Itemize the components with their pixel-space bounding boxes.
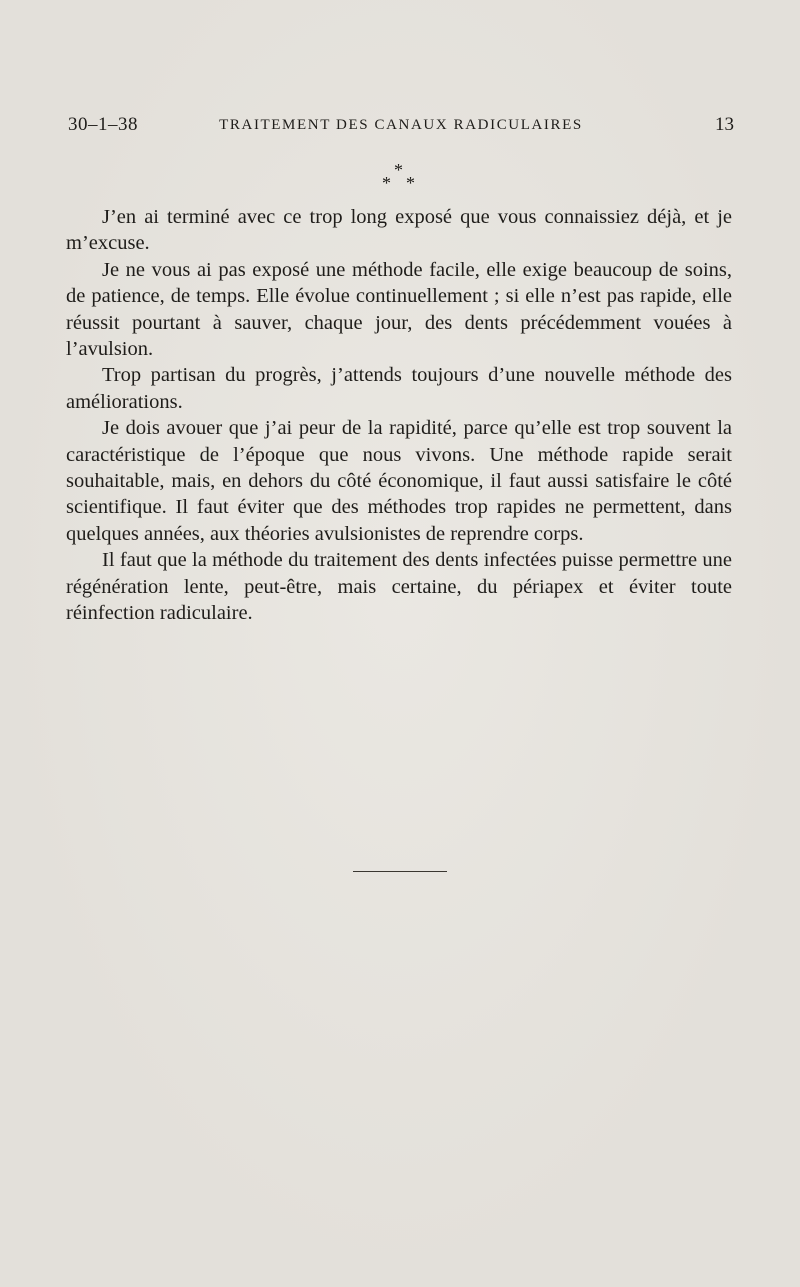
asterism-star: * [394,160,403,180]
header-date: 30–1–38 [68,114,138,135]
paragraph: Je ne vous ai pas exposé une méthode facile, elle exige beaucoup de soins, de patience, de temps. Elle évolue continuellement ; si elle n’est pas rapide, elle réussit pourtant à sauver, chaque jour, des dents précédemment vouées à l’avulsion. [66,258,732,361]
asterism-star: * [406,173,415,193]
header-title: TRAITEMENT DES CANAUX RADICULAIRES [219,117,583,133]
page-number: 13 [715,114,734,135]
paragraph: J’en ai terminé avec ce trop long exposé que vous connaissiez déjà, et je m’excuse. [66,206,732,255]
running-header [68,114,734,140]
paragraph: Il faut que la méthode du traitement des dents infectées puisse permettre une régénération lente, peut-être, mais certaine, du périapex et éviter toute réinfection radiculaire. [66,549,732,625]
body-text [66,204,732,627]
asterism-star: * [382,173,391,193]
paragraph: Trop partisan du progrès, j’attends toujours d’une nouvelle méthode des améliorations. [66,364,732,413]
section-asterism [370,160,430,200]
paragraph: Je dois avouer que j’ai peur de la rapidité, parce qu’elle est trop souvent la caractéristique de l’époque que nous vivons. Une méthode rapide serait souhaitable, mais, en dehors du côté économique, il faut aussi satisfaire le côté scientifique. Il faut éviter que des méthodes trop rapides ne permettent, dans quelques années, aux théories avulsionistes de reprendre corps. [66,417,732,545]
closing-rule [353,871,447,872]
